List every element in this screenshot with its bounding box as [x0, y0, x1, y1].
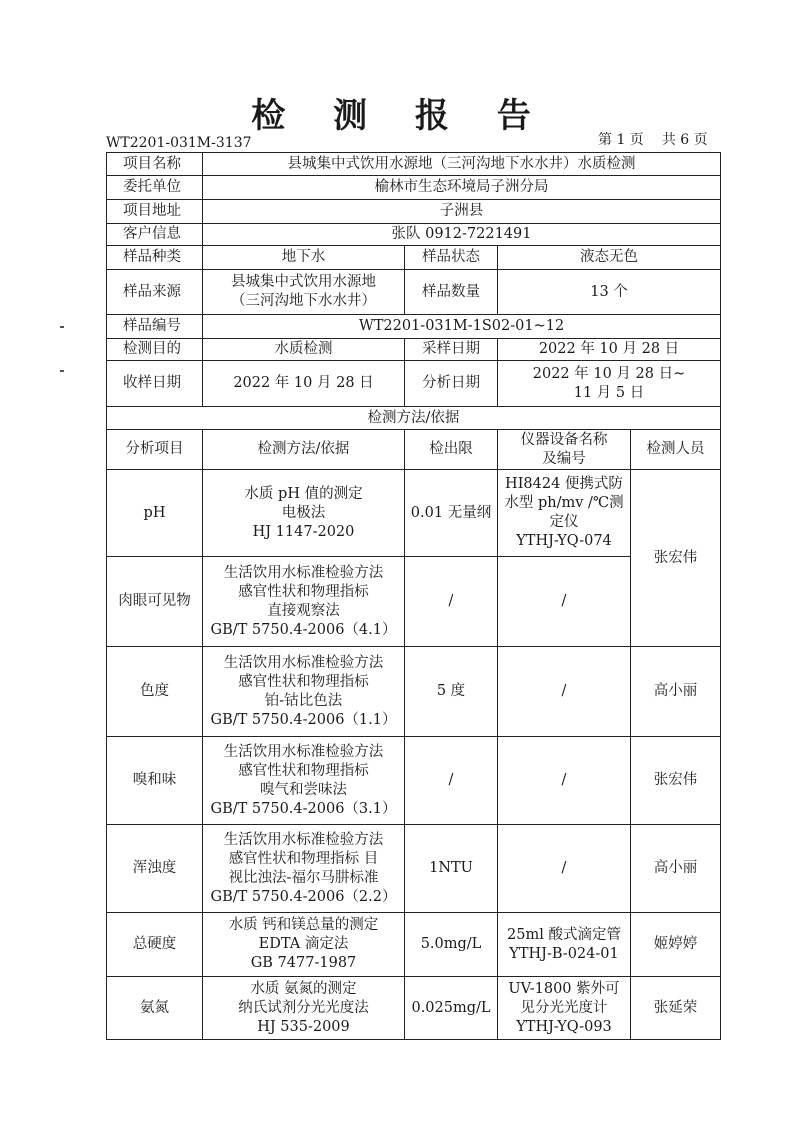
- row-limit: /: [405, 557, 498, 647]
- method-line: GB 7477-1987: [250, 955, 357, 971]
- row-sample-source: [107, 270, 721, 315]
- row-project-name: [107, 153, 721, 176]
- row-limit: 5 度: [405, 647, 498, 737]
- row-item: 嗅和味: [107, 737, 203, 825]
- row-method: [203, 647, 405, 737]
- method-line: 感官性状和物理指标 目: [228, 850, 379, 867]
- row-instrument-lines: [500, 926, 628, 964]
- instrument-line: 水型 ph/mv /℃测: [504, 495, 624, 511]
- client-label: 委托单位: [107, 176, 203, 200]
- row-item: 浑浊度: [107, 825, 203, 913]
- method-line: HJ 535-2009: [257, 1018, 350, 1035]
- method-line: 电极法: [281, 504, 326, 521]
- project-name-value: 县城集中式饮用水源地（三河沟地下水水井）水质检测: [203, 153, 721, 176]
- header-instrument-lines: [500, 431, 628, 469]
- method-line: 生活饮用水标准检验方法: [223, 831, 384, 848]
- row-limit: 5.0mg/L: [405, 913, 498, 977]
- method-line: 嗅气和尝味法: [260, 781, 347, 798]
- row-limit: 0.01 无量纲: [405, 470, 498, 557]
- method-line: HJ 1147-2020: [252, 523, 355, 540]
- page-total: 共 6 页: [661, 132, 708, 148]
- row-inspector: 高小丽: [631, 825, 721, 913]
- row-method: [203, 913, 405, 977]
- header-instrument: [498, 430, 631, 470]
- table-row: [107, 737, 721, 825]
- row-item: 氨氮: [107, 977, 203, 1040]
- row-instrument: /: [498, 825, 631, 913]
- analysis-date-lines: [500, 365, 718, 403]
- row-inspector: 高小丽: [631, 647, 721, 737]
- table-row: [107, 825, 721, 913]
- row-instrument: /: [498, 647, 631, 737]
- sample-source-value: [203, 270, 405, 315]
- method-line: 水质 pH 值的测定: [244, 485, 363, 502]
- row-address: [107, 200, 721, 224]
- receive-date-value: 2022 年 10 月 28 日: [203, 361, 405, 407]
- row-purpose: [107, 339, 721, 361]
- analysis-date-line: 11 月 5 日: [573, 384, 645, 401]
- table-row: [107, 557, 721, 647]
- method-line: 感官性状和物理指标: [238, 673, 369, 690]
- row-method-lines: [205, 980, 402, 1037]
- header-instrument-line: 仪器设备名称: [520, 431, 608, 448]
- row-method: [203, 470, 405, 557]
- row-limit: 0.025mg/L: [405, 977, 498, 1040]
- sample-no-value: WT2201-031M-1S02-01~12: [203, 315, 721, 339]
- row-instrument-lines: [500, 475, 628, 551]
- method-line: GB/T 5750.4-2006（2.2）: [210, 888, 397, 905]
- sampling-date-label: 采样日期: [405, 339, 498, 361]
- method-line: 感官性状和物理指标: [238, 762, 369, 779]
- table-row: [107, 913, 721, 977]
- table-row: [107, 647, 721, 737]
- instrument-line: HI8424 便携式防: [505, 476, 623, 492]
- purpose-value: 水质检测: [203, 339, 405, 361]
- method-line: 纳氏试剂分光光度法: [238, 999, 369, 1016]
- sample-count-label: 样品数量: [405, 270, 498, 315]
- margin-mark: [60, 370, 64, 372]
- sampling-date-value: 2022 年 10 月 28 日: [498, 339, 721, 361]
- address-value: 子洲县: [203, 200, 721, 224]
- table-row: [107, 470, 721, 557]
- row-instrument: /: [498, 737, 631, 825]
- row-instrument-lines: [500, 980, 628, 1037]
- method-line: 视比浊法-福尔马肼标准: [228, 869, 379, 886]
- address-label: 项目地址: [107, 200, 203, 224]
- header-limit: 检出限: [405, 430, 498, 470]
- project-name-label: 项目名称: [107, 153, 203, 176]
- method-line: 铂-钴比色法: [264, 692, 343, 709]
- header-item: 分析项目: [107, 430, 203, 470]
- row-method: [203, 557, 405, 647]
- row-item: 肉眼可见物: [107, 557, 203, 647]
- sample-type-value: 地下水: [203, 246, 405, 270]
- analysis-date-line: 2022 年 10 月 28 日~: [532, 365, 686, 382]
- row-limit: 1NTU: [405, 825, 498, 913]
- purpose-label: 检测目的: [107, 339, 203, 361]
- instrument-line: YTHJ-B-024-01: [509, 945, 619, 962]
- row-instrument: [498, 913, 631, 977]
- row-method-lines: [205, 564, 402, 640]
- row-method-lines: [205, 485, 402, 542]
- header-inspector: 检测人员: [631, 430, 721, 470]
- instrument-line: UV-1800 紫外可: [508, 980, 620, 997]
- method-line: 生活饮用水标准检验方法: [223, 564, 384, 581]
- analysis-date-value: [498, 361, 721, 407]
- row-instrument: [498, 977, 631, 1040]
- sample-source-label: 样品来源: [107, 270, 203, 315]
- row-inspector: 张宏伟: [631, 737, 721, 825]
- method-line: 生活饮用水标准检验方法: [223, 654, 384, 671]
- method-line: 水质 氨氮的测定: [250, 980, 357, 997]
- method-line: GB/T 5750.4-2006（1.1）: [210, 711, 397, 728]
- document-number: WT2201-031M-3137: [106, 135, 252, 151]
- row-methods-title: [107, 407, 721, 430]
- contact-value: 张队 0912-7221491: [203, 224, 721, 246]
- row-method-lines: [205, 831, 402, 907]
- report-table: [106, 152, 721, 1040]
- row-sample-no: [107, 315, 721, 339]
- row-method-lines: [205, 916, 402, 973]
- methods-section-title: 检测方法/依据: [107, 407, 721, 430]
- row-method-lines: [205, 743, 402, 819]
- method-line: GB/T 5750.4-2006（3.1）: [210, 800, 397, 817]
- row-instrument: /: [498, 557, 631, 647]
- row-instrument: [498, 470, 631, 557]
- sample-no-label: 样品编号: [107, 315, 203, 339]
- method-line: 生活饮用水标准检验方法: [223, 743, 384, 760]
- sample-state-value: 液态无色: [498, 246, 721, 270]
- row-method: [203, 737, 405, 825]
- instrument-line: 25ml 酸式滴定管: [507, 926, 621, 943]
- header-instrument-line: 及编号: [542, 450, 586, 467]
- instrument-line: 定仪: [549, 514, 579, 530]
- margin-mark: [60, 326, 64, 328]
- row-method: [203, 977, 405, 1040]
- page-number: 第 1 页: [598, 132, 644, 148]
- header-method: 检测方法/依据: [203, 430, 405, 470]
- row-client: [107, 176, 721, 200]
- sample-type-label: 样品种类: [107, 246, 203, 270]
- method-line: GB/T 5750.4-2006（4.1）: [210, 621, 397, 638]
- client-value: 榆林市生态环境局子洲分局: [203, 176, 721, 200]
- row-limit: /: [405, 737, 498, 825]
- page-indicator: [598, 129, 708, 149]
- receive-date-label: 收样日期: [107, 361, 203, 407]
- analysis-date-label: 分析日期: [405, 361, 498, 407]
- row-method-lines: [205, 654, 402, 730]
- row-inspector-shared: 张宏伟: [631, 470, 721, 647]
- methods-header-row: [107, 430, 721, 470]
- sample-source-line: 县城集中式饮用水源地: [231, 274, 376, 290]
- row-inspector: 张延荣: [631, 977, 721, 1040]
- method-line: 水质 钙和镁总量的测定: [228, 917, 379, 933]
- sample-state-label: 样品状态: [405, 246, 498, 270]
- sample-source-line: （三河沟地下水水井）: [231, 293, 376, 309]
- report-title: 检 测 报 告: [251, 96, 549, 136]
- instrument-line: YTHJ-YQ-093: [516, 1018, 612, 1035]
- instrument-line: YTHJ-YQ-074: [516, 533, 612, 549]
- row-method: [203, 825, 405, 913]
- sample-source-lines: [205, 273, 402, 311]
- method-line: 感官性状和物理指标: [238, 583, 369, 600]
- contact-label: 客户信息: [107, 224, 203, 246]
- table-row: [107, 977, 721, 1040]
- method-line: 直接观察法: [267, 602, 340, 619]
- row-contact: [107, 224, 721, 246]
- row-item: 总硬度: [107, 913, 203, 977]
- row-inspector: 姬婷婷: [631, 913, 721, 977]
- method-line: EDTA 滴定法: [258, 936, 349, 952]
- instrument-line: 见分光光度计: [520, 999, 608, 1016]
- row-sample-type: [107, 246, 721, 270]
- sample-count-value: 13 个: [498, 270, 721, 315]
- row-item: 色度: [107, 647, 203, 737]
- row-item: pH: [107, 470, 203, 557]
- row-receive-date: [107, 361, 721, 407]
